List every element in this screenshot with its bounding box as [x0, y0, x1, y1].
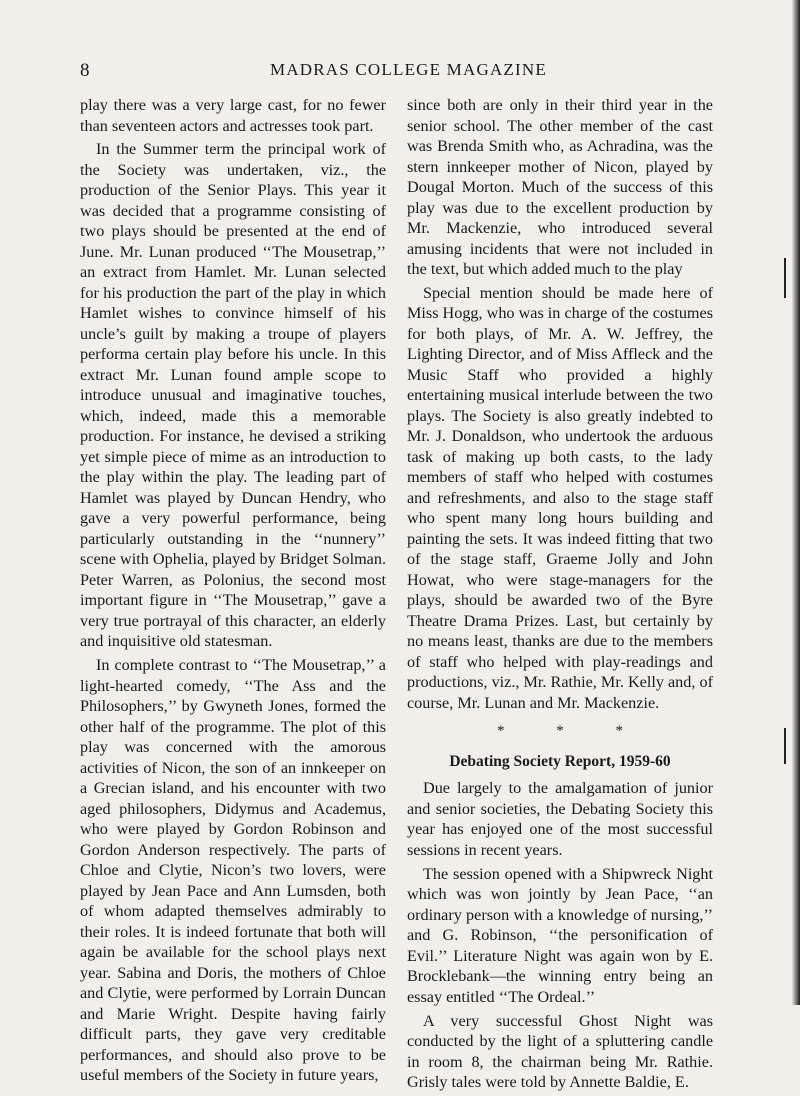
- paragraph: Due largely to the amalgamation of junior and senior societies, the Debating Society this year has enjoyed one of the most successful sessions in recent years.: [407, 779, 713, 859]
- paragraph: Special mention should be made here of Miss Hogg, who was in charge of the costumes for both plays, of Mr. A. W. Jeffrey, the Lighting Director, and of Miss Affleck and the Music Staff who provided a highly entertaining musical interlude between the two plays. The Society is also greatly indebted to Mr. J. Donaldson, who undertook the arduous task of making up both casts, to the lady members of staff who helped with costumes and refreshments, and also to the stage staff who spent many long hours building and painting the sets. It was indeed fitting that two of the stage staff, Graeme Jolly and John Howat, who were stage-managers for the plays, should be awarded two of the Byre Theatre Drama Prizes. Last, but certainly by no means least, thanks are due to the members of staff who helped with play-readings and productions, viz., Mr. Rathie, Mr. Kelly and, of course, Mr. Lunan and Mr. Mackenzie.: [407, 283, 713, 712]
- page-edge-shadow: [792, 0, 800, 1005]
- paragraph: play there was a very large cast, for no fewer than seventeen actors and actresses took part.: [80, 96, 386, 135]
- paragraph: The session opened with a Shipwreck Night which was won jointly by Jean Pace, ‘‘an ordinary person with a knowledge of nursing,’’ and G. Robinson, ‘‘the personification of Evil.’’ Literature Night was again won by E. Brocklebank—the winning entry being an essay entitled ‘‘The Ordeal.’’: [407, 864, 713, 1006]
- paragraph: In complete contrast to ‘‘The Mousetrap,’’ a light-hearted comedy, ‘‘The Ass and the Philosophers,’’ by Gwyneth Jones, formed the other half of the programme. The plot of this play was concerned with the amorous activities of Nicon, the son of an innkeeper on a Grecian island, and his encounter with two aged philosophers, Didymus and Academus, who were played by Gordon Robinson and Gordon Anderson respectively. The parts of Chloe and Clytie, Nicon’s two lovers, were played by Jean Pace and Ann Lumsden, both of whom adapted themselves admirably to their roles. It is indeed fortunate that both will again be available for the school plays next year. Sabina and Doris, the mothers of Chloe and Clytie, were performed by Lorrain Duncan and Marie Wright. Despite having fairly difficult parts, they gave very creditable performances, and should also prove to be useful members of the Society in future years,: [80, 656, 386, 1085]
- margin-mark: [784, 728, 786, 764]
- paragraph: A very successful Ghost Night was conducted by the light of a spluttering candle in room 8, the chairman being Mr. Rathie. Grisly tales were told by Annette Baldie, E.: [407, 1011, 713, 1092]
- margin-mark: [784, 258, 786, 298]
- paragraph: since both are only in their third year in the senior school. The other member of the cast was Brenda Smith who, as Achradina, was the stern innkeeper mother of Nicon, played by Dougal Morton. Much of the success of this play was due to the excellent production by Mr. Mackenzie, who introduced several amusing incidents that were not included in the text, but which added much to the play: [407, 96, 713, 278]
- paragraph: In the Summer term the principal work of the Society was undertaken, viz., the production of the Senior Plays. This year it was decided that a programme consisting of two plays should be presented at the end of June. Mr. Lunan produced ‘‘The Mousetrap,’’ an extract from Hamlet. Mr. Lunan selected for his production the part of the play in which Hamlet wishes to convince himself of his uncle’s guilt by making a troupe of players performa certain play before his uncle. In this extract Mr. Lunan found ample scope to introduce unusual and imaginative touches, which, indeed, made this a memorable production. For instance, he devised a striking yet simple piece of mime as an introduction to the play within the play. The leading part of Hamlet was played by Duncan Hendry, who gave a very powerful performance, being particularly outstanding in the ‘‘nunnery’’ scene with Ophelia, played by Bridget Solman. Peter Warren, as Polonius, the second most important figure in ‘‘The Mousetrap,’’ gave a very true portrayal of this character, an elderly and inquisitive old statesman.: [80, 140, 386, 651]
- section-separator: * * *: [497, 723, 647, 740]
- section-heading: Debating Society Report, 1959-60: [449, 752, 671, 770]
- page-number: 8: [80, 60, 90, 81]
- running-title: MADRAS COLLEGE MAGAZINE: [270, 60, 547, 79]
- left-column: [80, 95, 386, 1089]
- right-column: [407, 95, 713, 1096]
